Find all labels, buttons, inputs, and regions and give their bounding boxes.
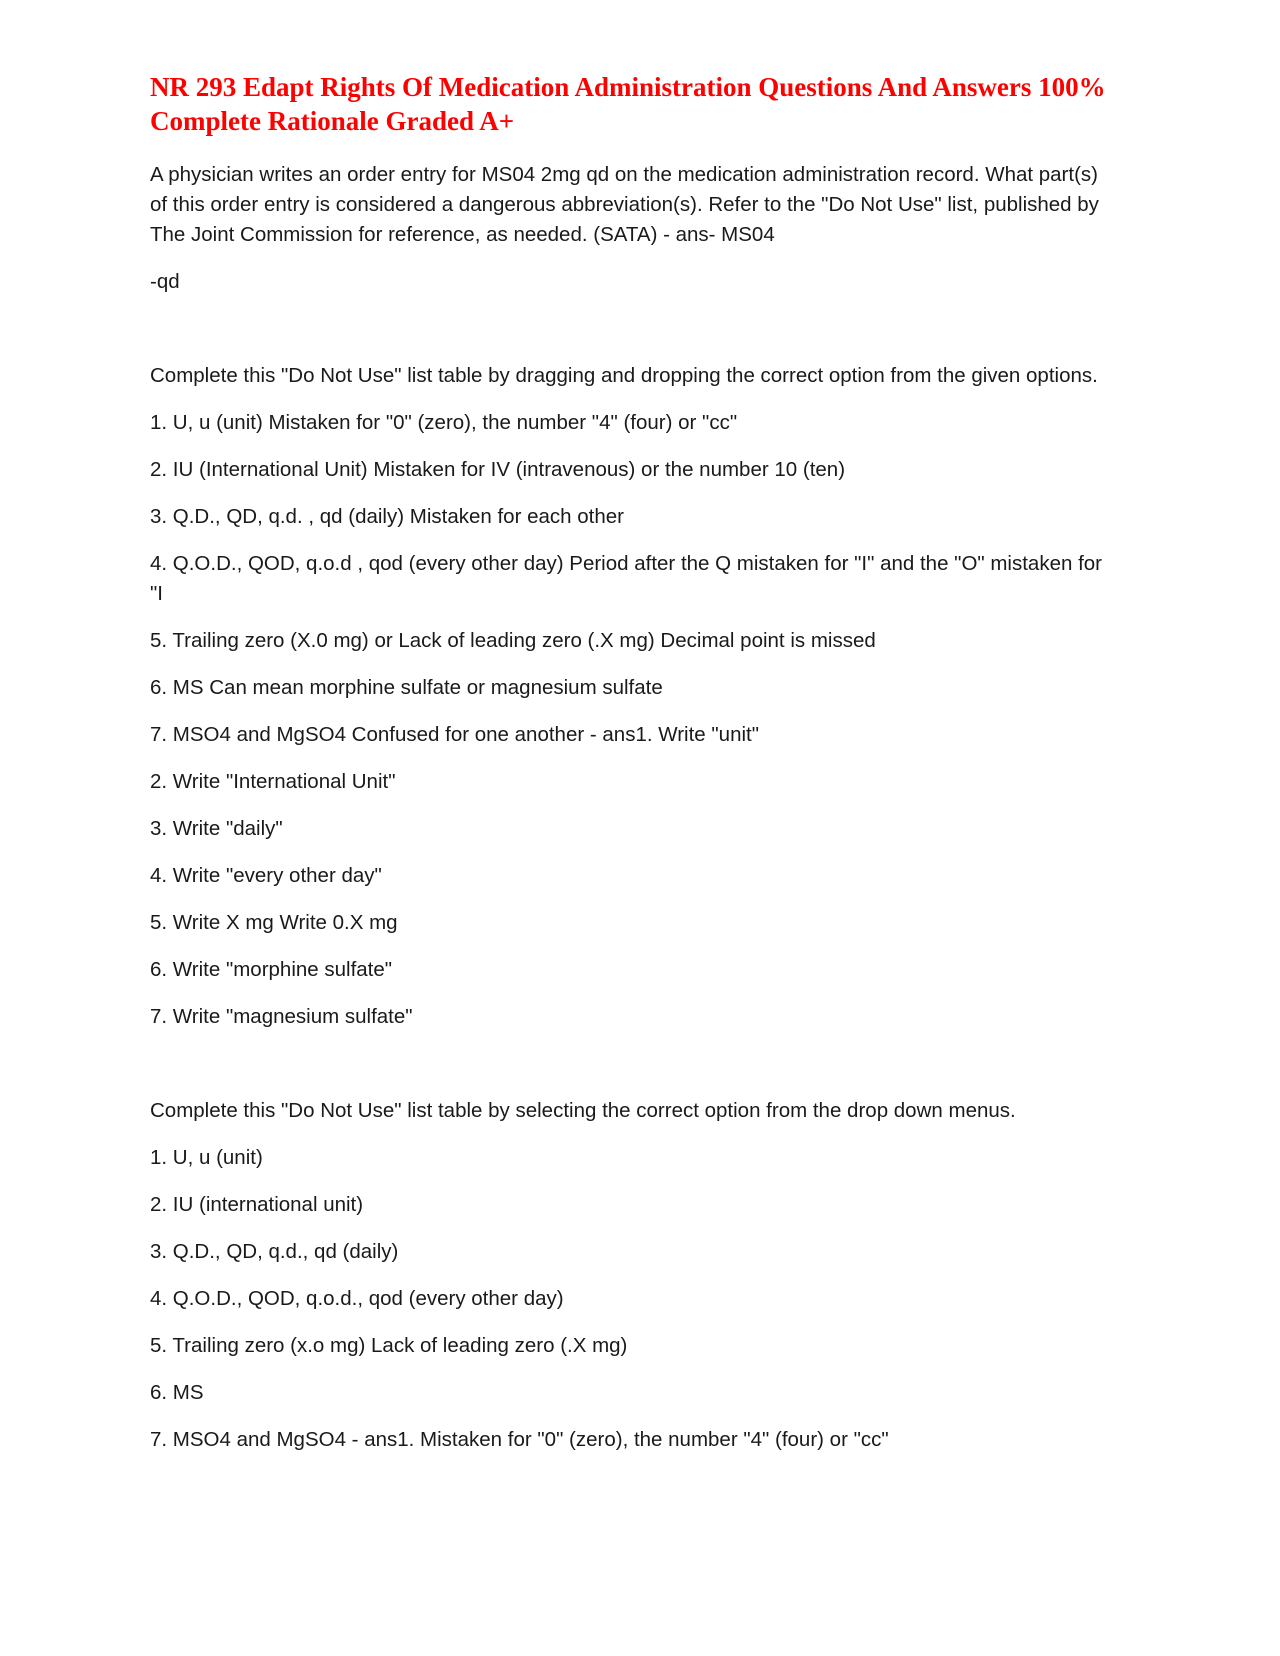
paragraph: 4. Q.O.D., QOD, q.o.d , qod (every other day) Period after the Q mistaken for "I" and the "O" mistaken for "I [150, 552, 1103, 605]
paragraph: Complete this "Do Not Use" list table by dragging and dropping the correct option from the given options. [150, 364, 1098, 387]
paragraph: 6. MS Can mean morphine sulfate or magnesium sulfate [150, 676, 663, 699]
section-spacer [150, 314, 1120, 361]
paragraph: 1. U, u (unit) [150, 1146, 263, 1169]
paragraph: 5. Write X mg Write 0.X mg [150, 911, 398, 934]
paragraph: A physician writes an order entry for MS04 2mg qd on the medication administration record. What part(s) of this order entry is considered a dangerous abbreviation(s). Refer to the "Do Not Use" list, published by The Joint Commission for reference, as needed. (SATA) - ans- MS04 [150, 163, 1099, 246]
paragraph: 7. Write "magnesium sulfate" [150, 1005, 413, 1028]
paragraph: 7. MSO4 and MgSO4 - ans1. Mistaken for "0" (zero), the number "4" (four) or "cc" [150, 1428, 889, 1451]
paragraph: 4. Q.O.D., QOD, q.o.d., qod (every other day) [150, 1287, 564, 1310]
document-body [150, 160, 1120, 1455]
paragraph: 6. MS [150, 1381, 204, 1404]
paragraph: 3. Q.D., QD, q.d. , qd (daily) Mistaken for each other [150, 505, 624, 528]
paragraph: 2. Write "International Unit" [150, 770, 396, 793]
paragraph: 5. Trailing zero (X.0 mg) or Lack of leading zero (.X mg) Decimal point is missed [150, 629, 876, 652]
section-spacer [150, 1049, 1120, 1096]
paragraph: 2. IU (International Unit) Mistaken for IV (intravenous) or the number 10 (ten) [150, 458, 846, 481]
paragraph: 4. Write "every other day" [150, 864, 382, 887]
paragraph: 3. Q.D., QD, q.d., qd (daily) [150, 1240, 399, 1263]
paragraph: Complete this "Do Not Use" list table by selecting the correct option from the drop down menus. [150, 1099, 1016, 1122]
document-page [150, 70, 1120, 1472]
paragraph: 1. U, u (unit) Mistaken for "0" (zero), the number "4" (four) or "cc" [150, 411, 738, 434]
paragraph: 6. Write "morphine sulfate" [150, 958, 393, 981]
paragraph: 7. MSO4 and MgSO4 Confused for one another - ans1. Write "unit" [150, 723, 759, 746]
paragraph: 3. Write "daily" [150, 817, 283, 840]
document-title: NR 293 Edapt Rights Of Medication Administration Questions And Answers 100% Complete Rationale Graded A+ [150, 72, 1106, 136]
paragraph: 2. IU (international unit) [150, 1193, 364, 1216]
paragraph: -qd [150, 270, 180, 293]
paragraph: 5. Trailing zero (x.o mg) Lack of leading zero (.X mg) [150, 1334, 628, 1357]
